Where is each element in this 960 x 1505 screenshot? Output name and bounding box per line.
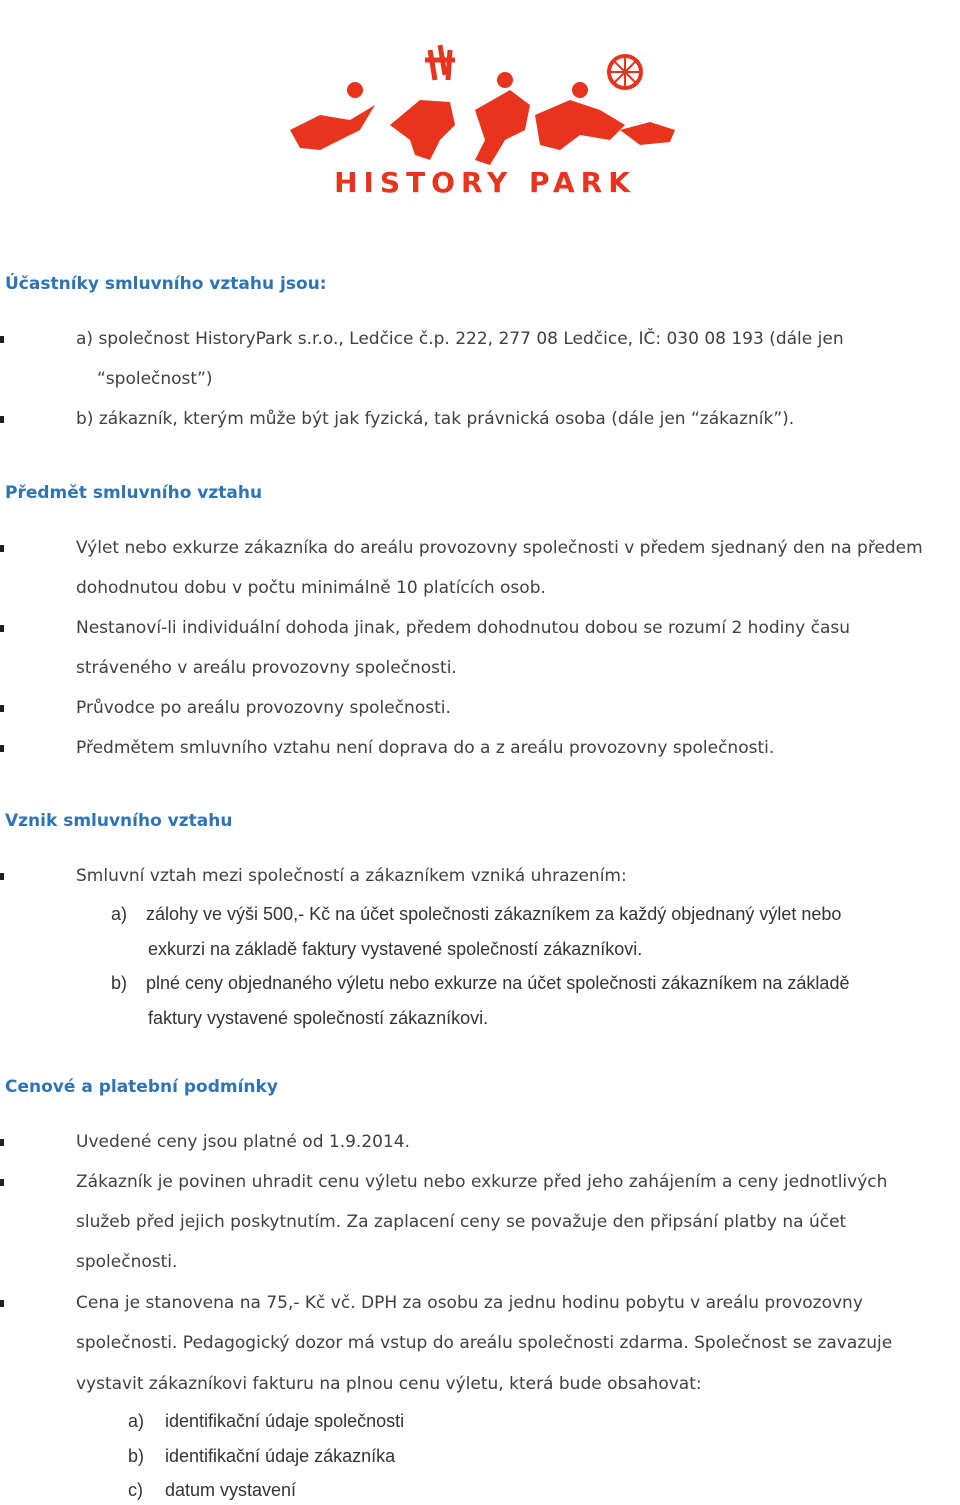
pricing-sub-a-letter: a) <box>128 1411 145 1431</box>
origin-a-letter: a) <box>111 904 128 924</box>
pricing-sub-b-letter: b) <box>128 1446 145 1466</box>
bullet-marker <box>0 745 4 752</box>
subject-item2-line1: Nestanoví-li individuální dohoda jinak, předem dohodnutou dobou se rozumí 2 hodiny času <box>76 618 850 638</box>
heading-participants: Účastníky smluvního vztahu jsou: <box>5 274 327 294</box>
bullet-marker <box>0 705 4 712</box>
heading-pricing: Cenové a platební podmínky <box>5 1077 278 1097</box>
participant-a-line1: a) společnost HistoryPark s.r.o., Ledčice č.p. 222, 277 08 Ledčice, IČ: 030 08 193 (dále jen <box>76 329 844 349</box>
bullet-marker <box>0 1179 4 1186</box>
bullet-marker <box>0 545 4 552</box>
bullet-marker <box>0 416 4 423</box>
heading-subject: Předmět smluvního vztahu <box>5 483 263 503</box>
subject-item2-line2: stráveného v areálu provozovny společnosti. <box>76 658 457 678</box>
pricing-sub-c-letter: c) <box>128 1480 143 1500</box>
heading-origin: Vznik smluvního vztahu <box>5 811 233 831</box>
pricing-item1: Uvedené ceny jsou platné od 1.9.2014. <box>76 1132 410 1152</box>
participant-b-line1: b) zákazník, kterým může být jak fyzická, tak právnická osoba (dále jen “zákazník”). <box>76 409 795 429</box>
origin-b-line2: faktury vystavené společností zákazníkovi. <box>148 1008 489 1028</box>
pricing-item2-line1: Zákazník je povinen uhradit cenu výletu nebo exkurze před jeho zahájením a ceny jednotlivých <box>76 1172 888 1192</box>
origin-a-line1: zálohy ve výši 500,- Kč na účet společnosti zákazníkem za každý objednaný výlet nebo <box>146 904 842 924</box>
subject-item1-line2: dohodnutou dobu v počtu minimálně 10 platících osob. <box>76 578 546 598</box>
logo-wordmark: HISTORY PARK <box>334 166 636 199</box>
participant-a-line2: “společnost”) <box>97 369 213 389</box>
origin-b-letter: b) <box>111 973 128 993</box>
pricing-item3-line2: společnosti. Pedagogický dozor má vstup do areálu společnosti zdarma. Společnost se zavazuje <box>76 1333 893 1353</box>
subject-item1-line1: Výlet nebo exkurze zákazníka do areálu provozovny společnosti v předem sjednaný den na předem <box>76 538 923 558</box>
bullet-marker <box>0 1139 4 1146</box>
subject-item4: Předmětem smluvního vztahu není doprava do a z areálu provozovny společnosti. <box>76 738 775 758</box>
pricing-sub-b-text: identifikační údaje zákazníka <box>165 1446 396 1466</box>
origin-item1: Smluvní vztah mezi společností a zákazníkem vzniká uhrazením: <box>76 866 627 886</box>
bullet-marker <box>0 625 4 632</box>
pricing-sub-a-text: identifikační údaje společnosti <box>165 1411 405 1431</box>
pricing-item3-line1: Cena je stanovena na 75,- Kč vč. DPH za osobu za jednu hodinu pobytu v areálu provozovny <box>76 1293 863 1313</box>
bullet-marker <box>0 1300 4 1307</box>
origin-b-line1: plné ceny objednaného výletu nebo exkurze na účet společnosti zákazníkem na základě <box>146 973 850 993</box>
pricing-sub-c-text: datum vystavení <box>165 1480 297 1500</box>
logo-graphic <box>280 30 690 210</box>
subject-item3: Průvodce po areálu provozovny společnosti. <box>76 698 451 718</box>
bullet-marker <box>0 336 4 343</box>
history-park-logo <box>280 30 690 210</box>
pricing-item3-line3: vystavit zákazníkovi fakturu na plnou cenu výletu, která bude obsahovat: <box>76 1374 702 1394</box>
pricing-item2-line2: služeb před jejich poskytnutím. Za zaplacení ceny se považuje den připsání platby na účet <box>76 1212 847 1232</box>
bullet-marker <box>0 873 4 880</box>
origin-a-line2: exkurzi na základě faktury vystavené společností zákazníkovi. <box>148 939 643 959</box>
pricing-item2-line3: společnosti. <box>76 1252 178 1272</box>
